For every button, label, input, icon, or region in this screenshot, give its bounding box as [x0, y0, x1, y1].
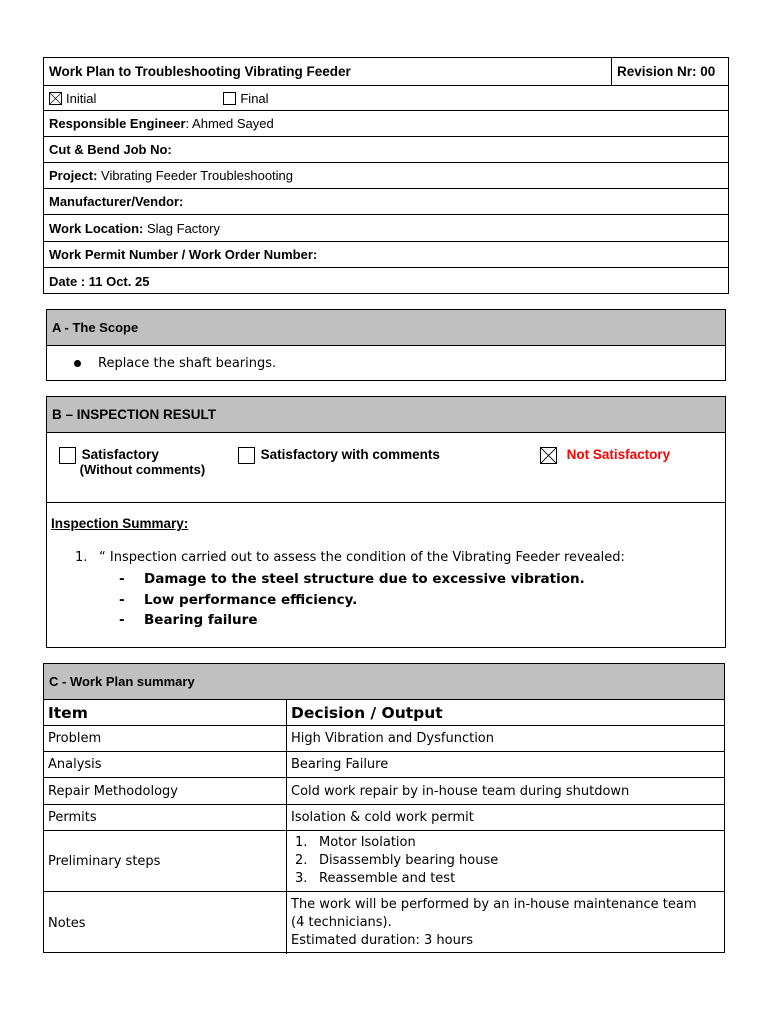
not-satisfactory-checkbox[interactable] — [540, 447, 557, 464]
project-value: Vibrating Feeder Troubleshooting — [97, 168, 294, 183]
date-label: Date : 11 Oct. 25 — [49, 274, 150, 289]
option-not-satisfactory[interactable] — [540, 447, 670, 464]
bullet-icon — [74, 360, 81, 367]
finding-item: - Low performance efficiency. — [119, 591, 358, 608]
row-value — [287, 831, 724, 891]
note-line: Estimated duration: 3 hours — [291, 933, 473, 948]
scope-item-text: Replace the shaft bearings. — [98, 355, 277, 371]
row-item: Permits — [44, 805, 287, 830]
table-row — [44, 726, 724, 752]
step-item: 1. Motor Isolation — [295, 835, 416, 850]
stage-row — [44, 86, 728, 111]
divider — [47, 502, 725, 503]
location-row — [44, 215, 728, 242]
header-table — [43, 57, 729, 294]
revision-number: Revision Nr: 00 — [617, 64, 716, 79]
inspection-section — [46, 396, 726, 648]
table-row — [44, 752, 724, 778]
table-row — [44, 892, 724, 954]
initial-checkbox[interactable] — [49, 92, 62, 105]
option-with-comments[interactable] — [238, 447, 440, 464]
row-item: Problem — [44, 726, 287, 751]
col-item-header: Item — [44, 700, 287, 725]
finding-text: Damage to the steel structure due to excessive vibration. — [144, 571, 585, 587]
document-title: Work Plan to Troubleshooting Vibrating Feeder — [44, 58, 612, 85]
with-comments-label: Satisfactory with comments — [260, 447, 440, 462]
table-row — [44, 805, 724, 831]
summary-intro-text: “ Inspection carried out to assess the condition of the Vibrating Feeder revealed: — [99, 550, 625, 565]
project-label: Project: — [49, 168, 98, 183]
satisfactory-label: Satisfactory — [81, 447, 159, 462]
date-row — [44, 268, 728, 295]
summary-number: 1. — [75, 550, 88, 565]
row-value: Isolation & cold work permit — [291, 810, 474, 825]
scope-item — [47, 346, 725, 380]
finding-item: - Damage to the steel structure due to excessive vibration. — [119, 571, 585, 587]
workplan-section — [43, 663, 725, 953]
row-item: Notes — [44, 892, 287, 954]
scope-title: A - The Scope — [47, 310, 725, 346]
finding-item: - Bearing failure — [119, 612, 258, 628]
row-value: High Vibration and Dysfunction — [291, 731, 494, 746]
location-label: Work Location: — [49, 220, 144, 236]
project-row — [44, 163, 728, 189]
step-item: 3. Reassemble and test — [295, 871, 456, 886]
option-satisfactory[interactable] — [59, 447, 205, 477]
row-value: Cold work repair by in-house team during shutdown — [291, 783, 630, 799]
step-text: Motor Isolation — [319, 835, 416, 850]
row-item: Repair Methodology — [44, 778, 287, 804]
manufacturer-label: Manufacturer/Vendor: — [49, 194, 184, 209]
engineer-value: : Ahmed Sayed — [185, 116, 274, 131]
with-comments-checkbox[interactable] — [238, 447, 255, 464]
final-label: Final — [240, 90, 269, 106]
summary-title: Inspection Summary: — [51, 516, 189, 531]
satisfactory-checkbox[interactable] — [59, 447, 76, 464]
note-line: (4 technicians). — [291, 915, 392, 930]
step-text: Disassembly bearing house — [319, 853, 499, 868]
workplan-title: C - Work Plan summary — [44, 664, 724, 700]
inspection-title: B – INSPECTION RESULT — [47, 397, 725, 433]
engineer-row — [44, 111, 728, 137]
initial-label: Initial — [66, 90, 97, 106]
row-item: Preliminary steps — [44, 831, 287, 891]
summary-intro — [75, 550, 625, 565]
row-value — [287, 892, 724, 954]
manufacturer-row — [44, 189, 728, 215]
step-text: Reassemble and test — [319, 871, 456, 886]
row-item: Analysis — [44, 752, 287, 777]
job-row — [44, 137, 728, 163]
satisfactory-sub-label: (Without comments) — [79, 462, 206, 477]
job-label: Cut & Bend Job No: — [49, 142, 172, 157]
table-row — [44, 831, 724, 892]
location-value: Slag Factory — [143, 220, 220, 236]
finding-text: Bearing failure — [144, 612, 258, 628]
title-row — [44, 58, 728, 86]
engineer-label: Responsible Engineer — [49, 116, 186, 131]
step-item: 2. Disassembly bearing house — [295, 853, 499, 868]
table-row — [44, 778, 724, 805]
row-value: Bearing Failure — [291, 757, 389, 772]
col-decision-header: Decision / Output — [291, 703, 443, 722]
permit-label: Work Permit Number / Work Order Number: — [49, 247, 318, 262]
workplan-header-row — [44, 700, 724, 726]
permit-row — [44, 242, 728, 268]
final-checkbox[interactable] — [223, 92, 236, 105]
note-line: The work will be performed by an in-house maintenance team — [291, 897, 697, 912]
scope-section — [46, 309, 726, 381]
finding-text: Low performance efficiency. — [144, 591, 358, 608]
not-satisfactory-label: Not Satisfactory — [566, 447, 671, 462]
findings-list — [119, 569, 585, 631]
